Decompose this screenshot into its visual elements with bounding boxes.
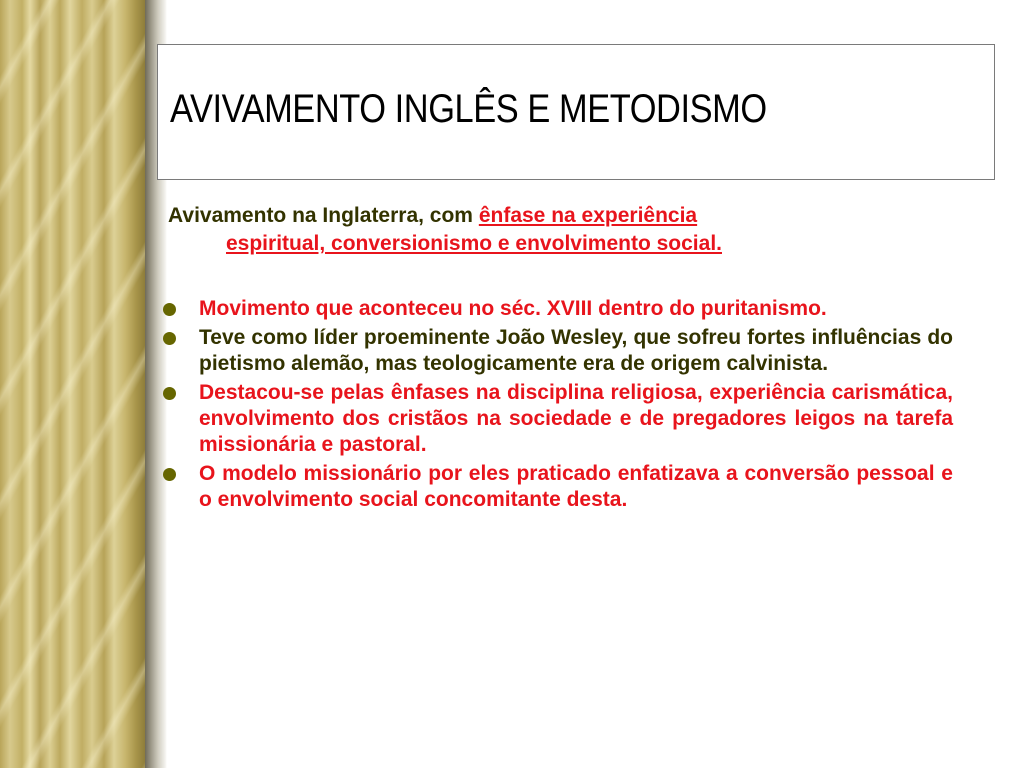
bullet-text: Destacou-se pelas ênfases na disciplina religiosa, experiência carismática, envolvimento dos cristãos na sociedade e de pregadores leigos na tarefa missionária e pastoral. xyxy=(199,381,953,456)
bullet-list xyxy=(163,296,953,516)
bullet-dot-icon xyxy=(163,332,176,345)
subtitle-prefix: Avivamento na Inglaterra, com xyxy=(168,204,479,227)
bullet-text: O modelo missionário por eles praticado enfatizava a conversão pessoal e o envolvimento social concomitante desta. xyxy=(199,462,953,511)
subtitle-emphasis-1: ênfase na experiência xyxy=(478,204,698,227)
slide-title: AVIVAMENTO INGLÊS E METODISMO xyxy=(170,87,767,131)
bullet-item xyxy=(163,296,953,322)
subtitle-line-1 xyxy=(168,202,958,230)
subtitle-line-2 xyxy=(168,230,958,258)
bullet-item xyxy=(163,380,953,458)
title-box xyxy=(157,44,995,180)
subtitle xyxy=(168,202,958,258)
bullet-text: Teve como líder proeminente João Wesley, que sofreu fortes influências do pietismo alemão, mas teologicamente era de origem calvinista. xyxy=(199,326,953,375)
bullet-dot-icon xyxy=(163,468,176,481)
decorative-gold-column xyxy=(0,0,145,768)
bullet-dot-icon xyxy=(163,303,176,316)
bullet-text: Movimento que aconteceu no séc. XVIII dentro do puritanismo. xyxy=(199,297,827,320)
bullet-item xyxy=(163,325,953,377)
subtitle-emphasis-2: espiritual, conversionismo e envolvimento social. xyxy=(226,232,722,255)
bullet-item xyxy=(163,461,953,513)
bullet-dot-icon xyxy=(163,387,176,400)
